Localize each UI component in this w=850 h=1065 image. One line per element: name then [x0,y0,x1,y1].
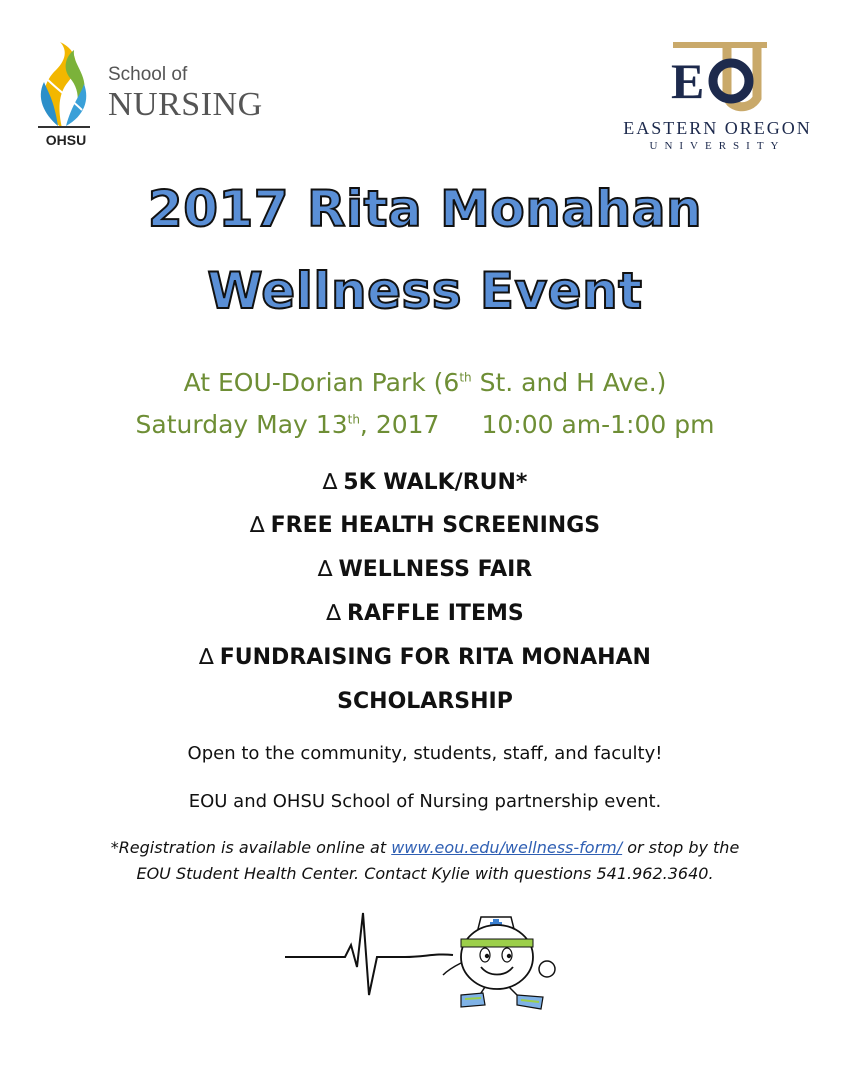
bullet-item [0,470,850,495]
ohsu-nursing-logo [28,40,268,150]
registration-text-line2: EOU Student Health Center. Contact Kylie with questions 541.962.3640. [136,864,714,883]
registration-text-before: *Registration is available online at [110,838,392,857]
eou-university: UNIVERSITY [649,140,786,152]
ohsu-abbr: OHSU [45,132,87,148]
date-ordinal: th [347,412,360,427]
registration-note [40,835,810,887]
ohsu-flame-icon [28,40,98,140]
eou-name: EASTERN OREGON [623,118,812,138]
bullet-label: FUNDRAISING FOR RITA MONAHAN [219,645,651,670]
delta-icon: ∆ [322,470,338,495]
delta-icon: ∆ [249,513,265,538]
location-ordinal: th [459,370,472,385]
delta-icon: ∆ [326,601,342,626]
bullet-item [0,513,850,538]
bullet-item [0,601,850,626]
event-title-line1: 2017 Rita Monahan [147,180,703,238]
location-prefix: At EOU-Dorian Park (6 [183,368,460,397]
heartbeat-nurse-illustration [285,895,575,1015]
location-suffix: St. and H Ave.) [471,368,667,397]
bullet-label: RAFFLE ITEMS [347,601,524,626]
bullet-label: 5K WALK/RUN* [343,470,528,495]
partnership-text: EOU and OHSU School of Nursing partnership event. [188,791,662,812]
svg-text:E: E [671,53,705,109]
event-date [0,410,850,439]
bullet-item [0,557,850,582]
event-title-line2: Wellness Event [207,262,643,320]
delta-icon: ∆ [199,645,214,670]
bullet-label: FREE HEALTH SCREENINGS [270,513,601,538]
wellness-form-link[interactable]: www.eou.edu/wellness-form/ [391,838,623,857]
date-suffix: , 2017 [359,410,440,439]
bullet-item [0,645,850,670]
bullet-label: WELLNESS FAIR [338,557,533,582]
event-location [0,368,850,397]
open-to-community-text: Open to the community, students, staff, and faculty! [187,743,663,764]
eou-logo [610,38,825,158]
bullet-item-continuation: SCHOLARSHIP [337,689,513,714]
school-of-text: School of [108,64,188,85]
date-prefix: Saturday May 13 [135,410,348,439]
registration-text-after: or stop by the [622,838,740,857]
eou-monogram-icon [665,38,775,116]
delta-icon: ∆ [317,557,333,582]
event-time: 10:00 am-1:00 pm [481,410,715,439]
nursing-text: NURSING [108,86,263,123]
